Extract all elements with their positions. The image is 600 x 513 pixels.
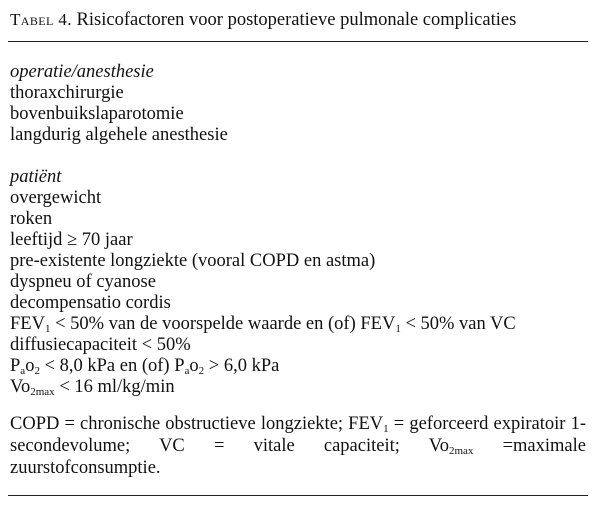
- list-item-pao2: $P_ao_2 < 8,0$ kPa en (of) $P_ao_2 > 6,0$ kPa: [10, 356, 280, 377]
- section-gap: [10, 146, 586, 167]
- table-footnote: COPD = chronische obstructieve longziekte; $FEV_1$ = geforceerd expiratoir 1-secondevolume; VC = vitale capaciteit; $Vo_{2max}$ =maximale zuurstofconsumptie.: [10, 414, 586, 478]
- list-item: dyspneu of cyanose: [10, 272, 156, 292]
- list-item: roken: [10, 209, 53, 229]
- table-caption: [10, 10, 516, 31]
- list-item: bovenbuikslaparotomie: [10, 104, 184, 124]
- list-item: pre-existente longziekte (vooral COPD en astma): [10, 251, 376, 271]
- top-rule: [8, 41, 588, 42]
- list-item: leeftijd ≥ 70 jaar: [10, 230, 133, 250]
- list-item: thoraxchirurgie: [10, 83, 124, 103]
- list-item: overgewicht: [10, 188, 102, 208]
- bottom-rule: [8, 495, 588, 496]
- list-item-vo2: $Vo_{2max} < 16$ ml/kg/min: [10, 377, 175, 398]
- list-item-fev: $FEV_1 < 50\%$ van de voorspelde waarde en (of) $FEV_1 < 50\%$ van VC: [10, 314, 516, 335]
- table-title: Risicofactoren voor postoperatieve pulmonale complicaties: [76, 10, 517, 30]
- list-item: decompensatio cordis: [10, 293, 171, 313]
- table-label: Tabel 4.: [10, 10, 72, 29]
- list-item: langdurig algehele anesthesie: [10, 125, 228, 145]
- section-heading-patient: patiënt: [10, 167, 62, 187]
- table-body: [10, 62, 586, 398]
- section-heading-operatie: operatie/anesthesie: [10, 62, 154, 82]
- table-page: [8, 0, 588, 513]
- list-item-diffusion: diffusiecapaciteit < 50%: [10, 335, 191, 355]
